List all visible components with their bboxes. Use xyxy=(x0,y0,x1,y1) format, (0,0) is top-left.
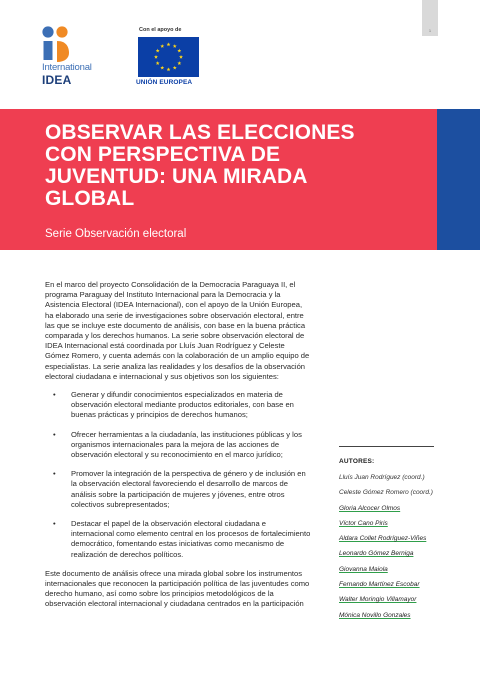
eu-star-icon xyxy=(179,55,183,59)
series-subtitle: Serie Observación electoral xyxy=(45,228,187,240)
page-number-tab xyxy=(422,0,438,36)
objective-item xyxy=(45,390,311,421)
eu-star-icon xyxy=(167,67,171,71)
eu-star-icon xyxy=(160,66,164,70)
bullet-glyph: • xyxy=(53,469,56,479)
eu-name: UNIÓN EUROPEA xyxy=(136,79,193,86)
bullet-glyph: • xyxy=(53,390,56,400)
title-line-1: OBSERVAR LAS ELECCIONES xyxy=(45,121,355,144)
author-link[interactable]: Víctor Cano Piris xyxy=(339,519,388,527)
author-link[interactable]: Leonardo Gómez Berniga xyxy=(339,550,414,558)
eu-flag-icon xyxy=(138,37,199,77)
eu-star-icon xyxy=(160,44,164,48)
body-text xyxy=(45,280,311,618)
objective-item xyxy=(45,430,311,461)
objective-text: Destacar el papel de la observación electoral ciudadana e internacional como elemento central en los procesos de fortalecimiento democrático, fomentando estas iniciativas como mecanismo de realización de derechos políticos. xyxy=(71,519,311,559)
intro-paragraph: En el marco del proyecto Consolidación de la Democracia Paraguaya II, el programa Paraguay del Instituto Internacional para la Democracia y la Asistencia Electoral (IDEA Internacional), con el apoyo de la Unión Europea, ha elaborado una serie de investigaciones sobre observación electoral, entre las que se incluye este documento de análisis, con base en la buena práctica comparada y los derechos humanos. La serie sobre observación electoral de IDEA Internacional está coordinada por Lluís Juan Rodríguez y Celeste Gómez Romero, y cuenta además con la colaboración de un amplio equipo de especialistas. La serie analiza las realidades y los desafíos de la observación electoral ciudadana e internacional y sus objetivos son los siguientes: xyxy=(45,280,310,381)
eu-star-icon xyxy=(156,49,160,53)
objective-text: Promover la integración de la perspectiva de género y de inclusión en la observación electoral favoreciendo el desarrollo de marcos de análisis sobre la participación de mujeres y jóvenes, entre otros colectivos subrepresentados; xyxy=(71,469,306,509)
eu-star-icon xyxy=(154,55,158,59)
eu-star-icon xyxy=(173,66,177,70)
bullet-glyph: • xyxy=(53,519,56,529)
eu-star-icon xyxy=(167,42,171,46)
title-line-3: JUVENTUD: UNA MIRADA xyxy=(45,165,308,188)
objective-text: Generar y difundir conocimientos especializados en materia de observación electoral mediante productos editoriales, con base en buenas prácticas y principios de derechos humanos; xyxy=(71,390,294,420)
objective-text: Ofrecer herramientas a la ciudadanía, las instituciones públicas y los organismos internacionales para la mejora de las acciones de observación electoral y su reconocimiento en el marco jurídico; xyxy=(71,429,302,460)
closing-paragraph: Este documento de análisis ofrece una mirada global sobre los instrumentos internacionales que reconocen la participación política de las juventudes como derecho humano, así como sobre los principios metodológicos de la observación electoral internacional y ciudadana centrados en la participación xyxy=(45,568,310,609)
eu-star-icon xyxy=(177,61,181,65)
title-line-2: CON PERSPECTIVA DE xyxy=(45,143,281,166)
author-link[interactable]: Mónica Novillo Gonzales xyxy=(339,611,411,619)
author-link[interactable]: Gloria Alcocer Olmos xyxy=(339,504,401,512)
author-name: Celeste Gómez Romero (coord.) xyxy=(339,489,433,497)
title-line-4: GLOBAL xyxy=(45,187,135,210)
eu-star-icon xyxy=(177,49,181,53)
eu-star-icon xyxy=(156,61,160,65)
document-title xyxy=(45,122,385,210)
author-link[interactable]: Aldara Collet Rodríguez-Viñes xyxy=(339,535,427,543)
bullet-glyph: • xyxy=(53,429,56,439)
idea-logo-line2: IDEA xyxy=(42,73,72,87)
objective-item xyxy=(45,469,311,510)
authors-sidebar xyxy=(339,446,439,627)
authors-heading: AUTORES: xyxy=(339,458,375,465)
title-band-accent xyxy=(437,109,480,250)
eu-star-icon xyxy=(173,44,177,48)
objectives-list xyxy=(45,390,311,560)
objective-item xyxy=(45,519,311,560)
author-name: Lluís Juan Rodríguez (coord.) xyxy=(339,474,425,481)
author-link[interactable]: Giovanna Maiola xyxy=(339,565,388,573)
page-number: 1 xyxy=(428,28,432,33)
author-link[interactable]: Fernando Martínez Escobar xyxy=(339,580,420,588)
author-link[interactable]: Walter Moringio Villamayor xyxy=(339,596,417,604)
idea-logo-line1: International xyxy=(42,62,92,73)
eu-support-caption: Con el apoyo de xyxy=(139,27,182,33)
authors-divider xyxy=(339,446,434,447)
